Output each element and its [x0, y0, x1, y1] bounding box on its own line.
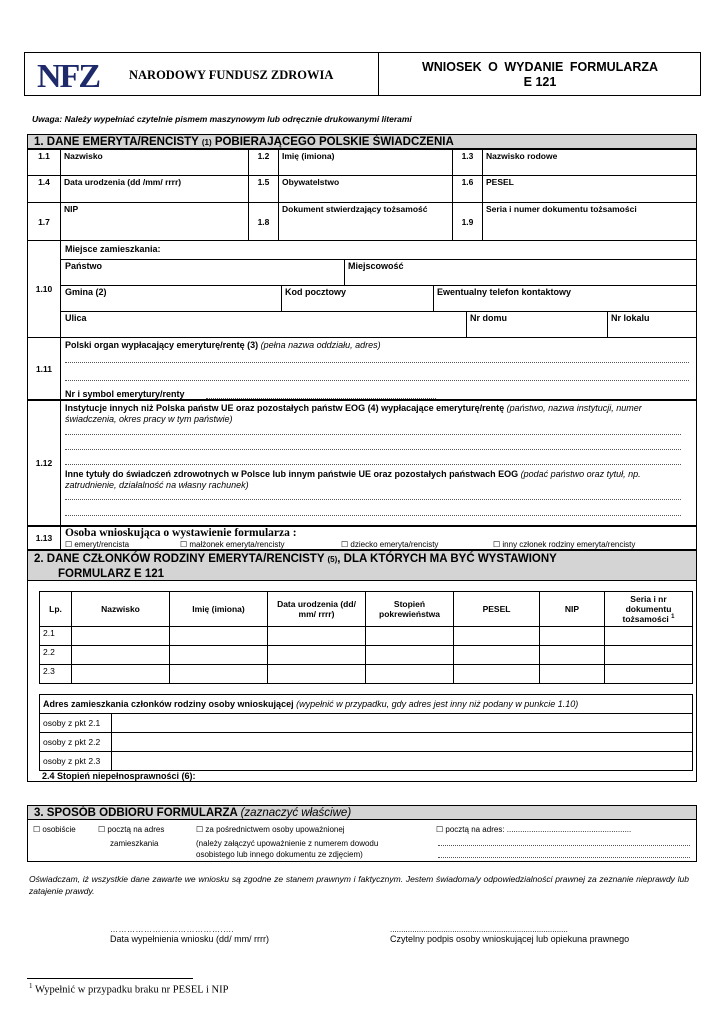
nfz-logo — [35, 57, 117, 91]
apartment-number-field[interactable]: Nr lokalu — [611, 313, 650, 323]
signature-dots[interactable]: ................................................................................ — [390, 925, 568, 934]
note: Uwaga: Należy wypełniać czytelnie pismem maszynowym lub odręcznie drukowanymi literami — [32, 114, 412, 124]
authority-line-1[interactable] — [65, 352, 689, 363]
form-title-line1: WNIOSEK O WYDANIE FORMULARZA — [421, 60, 659, 74]
col-nip: NIP — [540, 592, 605, 627]
pesel-field[interactable]: PESEL — [483, 176, 697, 203]
gmina-field[interactable]: Gmina (2) — [65, 287, 107, 297]
applicant-child-checkbox[interactable]: ☐ dziecko emeryta/rencisty — [341, 540, 439, 549]
foreign-institutions-block: 1.12 Instytucje innych niż Polska państw UE oraz pozostałych państw EOG (4) wypłacające emeryturę/rentę (państwo, nazwa instytucji, numer świadczenia, okres pracy w tym państwie) Inne tytuły do świadczeń zdrowotnych w Polsce lub innym państwie UE oraz pozostałych państwach EOG (podać państwo oraz tytuł, np. zatrudnienie, działalność na własny rachunek) — [27, 400, 697, 526]
address-block: 1.10 Miejsce zamieszkania: Państwo Miejscowość Gmina (2) Kod pocztowy Ewentualny telefon kontaktowy Ulica Nr domu Nr lokalu — [27, 240, 697, 338]
institution-line-2[interactable] — [65, 439, 681, 450]
section1-header: 1. DANE EMERYTA/RENCISTY (1) POBIERAJĄCEGO POLSKIE ŚWIADCZENIA — [27, 134, 697, 149]
institution-line-3[interactable] — [65, 454, 681, 465]
street-field[interactable]: Ulica — [65, 313, 87, 323]
other-address-line-1[interactable] — [438, 836, 690, 846]
section2-header: 2. DANE CZŁONKÓW RODZINY EMERYTA/RENCISTY (5), DLA KTÓRYCH MA BYĆ WYSTAWIONY FORMULARZ E 121 — [27, 550, 697, 581]
date-dots[interactable]: …………………………………..... — [110, 925, 235, 934]
other-title-line-2[interactable] — [65, 505, 681, 516]
applicant-pensioner-checkbox[interactable]: ☐ emeryt/rencista — [65, 540, 130, 549]
col-lp: Lp. — [40, 592, 72, 627]
table-row: 2.2 — [40, 646, 693, 665]
footnote-divider — [27, 978, 193, 979]
id-number-field[interactable]: Seria i numer dokumentu tożsamości — [483, 203, 697, 241]
pickup-mail-other-checkbox[interactable]: ☐ pocztą na adres: ........................................................ — [436, 825, 632, 834]
org-name: NARODOWY FUNDUSZ ZDROWIA — [129, 68, 334, 82]
phone-field[interactable]: Ewentualny telefon kontaktowy — [437, 287, 572, 297]
authority-line-2[interactable] — [65, 370, 689, 381]
address-row: osoby z pkt 2.1 — [40, 714, 693, 733]
pension-authority-block: 1.11 Polski organ wypłacający emeryturę/rentę (3) (pełna nazwa oddziału, adres) Nr i symbol emerytury/renty — [27, 337, 697, 400]
header-box — [24, 52, 701, 96]
surname-field[interactable]: Nazwisko — [61, 150, 249, 176]
date-label: Data wypełnienia wniosku (dd/ mm/ rrrr) — [110, 934, 270, 944]
city-field[interactable]: Miejscowość — [348, 261, 404, 271]
col-id-document: Seria i nr dokumentu tożsamości $^1$ — [605, 592, 693, 627]
address-row: osoby z pkt 2.2 — [40, 733, 693, 752]
citizenship-field[interactable]: Obywatelstwo — [279, 176, 453, 203]
pickup-personal-checkbox[interactable]: ☐ osobiście — [33, 825, 76, 834]
section3-body: ☐ osobiście ☐ pocztą na adres zamieszkania ☐ za pośrednictwem osoby upoważnionej (należy załączyć upoważnienie z numerem dowodu osobistego lub innego dokumentu ze zdjęciem) ☐ pocztą na adres: ........................................................ — [27, 820, 697, 862]
section1-table: 1.1 Nazwisko 1.2 Imię (imiona) 1.3 Nazwisko rodowe 1.4 Data urodzenia (dd /mm/ rrrr) 1.5 Obywatelstwo 1.6 PESEL 1.7 NIP 1.8 Dokument stwierdzający tożsamość 1.9 Seria i numer dokumentu tożsamości — [27, 149, 697, 241]
pickup-proxy-checkbox[interactable]: ☐ za pośrednictwem osoby upoważnionej — [196, 825, 345, 834]
family-members-table — [39, 591, 693, 684]
institution-line-1[interactable] — [65, 424, 681, 435]
birth-date-field[interactable]: Data urodzenia (dd /mm/ rrrr) — [61, 176, 249, 203]
col-birth-date: Data urodzenia (dd/ mm/ rrrr) — [268, 592, 366, 627]
id-document-field[interactable]: Dokument stwierdzający tożsamość — [279, 203, 453, 241]
table-row: 2.3 — [40, 665, 693, 684]
col-pesel: PESEL — [454, 592, 540, 627]
col-surname: Nazwisko — [72, 592, 170, 627]
signature-label: Czytelny podpis osoby wnioskującej lub opiekuna prawnego — [390, 934, 630, 944]
disability-degree-label: 2.4 Stopień niepełnosprawności (6): — [42, 771, 196, 781]
family-address-table: Adres zamieszkania członków rodziny osoby wnioskującej (wypełnić w przypadku, gdy adres jest inny niż podany w punkcie 1.10) osoby z pkt 2.1 osoby z pkt 2.2 osoby z pkt 2.3 — [39, 694, 693, 771]
address-row: osoby z pkt 2.3 — [40, 752, 693, 771]
other-address-line-2[interactable] — [438, 848, 690, 858]
svg-text:NFZ: NFZ — [37, 58, 99, 91]
country-field[interactable]: Państwo — [65, 261, 103, 271]
table-header-row — [40, 592, 693, 627]
pickup-mail-home-checkbox[interactable]: ☐ pocztą na adres — [98, 825, 165, 834]
applicant-spouse-checkbox[interactable]: ☐ małżonek emeryta/rencisty — [180, 540, 285, 549]
family-name-field[interactable]: Nazwisko rodowe — [483, 150, 697, 176]
section3-header: 3. SPOSÓB ODBIORU FORMULARZA (zaznaczyć właściwe) — [27, 805, 697, 820]
col-relationship: Stopień pokrewieństwa — [366, 592, 454, 627]
footnote: $^1$ Wypełnić w przypadku braku nr PESEL i NIP — [29, 982, 229, 996]
postal-code-field[interactable]: Kod pocztowy — [285, 287, 346, 297]
applicant-other-checkbox[interactable]: ☐ inny członek rodziny emeryta/rencisty — [493, 540, 636, 549]
house-number-field[interactable]: Nr domu — [470, 313, 507, 323]
applicant-type-block: 1.13 Osoba wnioskująca o wystawienie formularza : ☐ emeryt/rencista ☐ małżonek emeryta/rencisty ☐ dziecko emeryta/rencisty ☐ inny członek rodziny emeryta/rencisty — [27, 526, 697, 550]
table-row: 2.1 — [40, 627, 693, 646]
nip-field[interactable]: NIP — [61, 203, 249, 241]
col-first-name: Imię (imiona) — [170, 592, 268, 627]
first-name-field[interactable]: Imię (imiona) — [279, 150, 453, 176]
pension-number-field[interactable] — [206, 388, 436, 399]
declaration: Oświadczam, iż wszystkie dane zawarte we wniosku są zgodne ze stanem prawnym i faktycznym. Jestem świadoma/y odpowiedzialności prawnej za zeznanie nieprawdy lub zatajenie prawdy. — [29, 874, 689, 896]
form-title-line2: E 121 — [523, 75, 557, 89]
other-title-line-1[interactable] — [65, 489, 681, 500]
